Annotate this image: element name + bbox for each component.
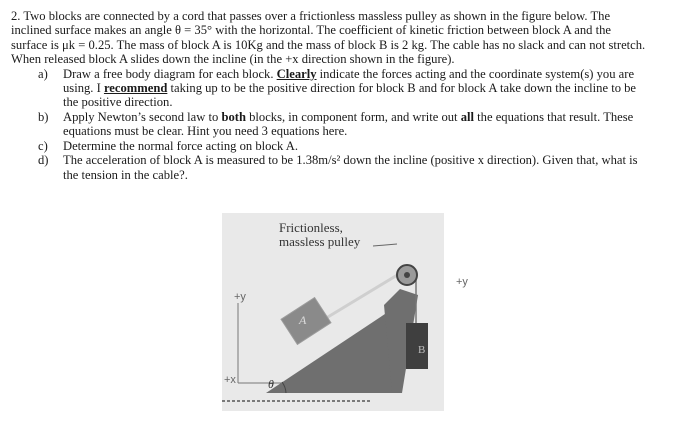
part-a-emphasis-recommend: recommend xyxy=(103,81,168,95)
part-a-marker: a) xyxy=(38,67,48,81)
angle-label: θ xyxy=(268,377,274,391)
left-y-axis-label: +y xyxy=(234,291,246,303)
part-c-marker: c) xyxy=(38,139,48,153)
part-a-line-3: the positive direction. xyxy=(63,95,173,109)
part-b-line-1-post: the equations that result. These xyxy=(474,110,634,124)
part-b-emphasis-all: all xyxy=(460,110,475,124)
pulley-label-line-1: Frictionless, xyxy=(279,220,343,235)
problem-intro-line-3: surface is μk = 0.25. The mass of block A is 10Kg and the mass of block B is 2 kg. The cable has no slack and can not stretch. xyxy=(11,38,646,52)
part-c-line-1: Determine the normal force acting on block A. xyxy=(63,139,299,153)
block-b-label: B xyxy=(418,344,426,356)
part-b-marker: b) xyxy=(38,110,49,124)
problem-intro-line-4: When released block A slides down the incline (in the +x direction shown in the figure). xyxy=(11,52,455,66)
pulley-label-line-2: massless pulley xyxy=(279,234,361,249)
part-d-line-2: the tension in the cable?. xyxy=(63,168,188,182)
part-b-line-1 xyxy=(63,110,633,124)
part-a-line-2 xyxy=(63,81,636,95)
part-a-emphasis-clearly: Clearly xyxy=(276,67,317,81)
right-y-axis-label: +y xyxy=(456,276,468,288)
part-a-line-1-pre: Draw a free body diagram for each block. xyxy=(63,67,277,81)
pulley-axle xyxy=(404,272,410,278)
part-a-line-1 xyxy=(63,67,634,81)
part-b-emphasis-both: both xyxy=(221,110,246,124)
problem-intro-line-1: 2. Two blocks are connected by a cord that passes over a frictionless massless pulley as shown in the figure below. The xyxy=(11,9,611,23)
problem-intro-line-2: inclined surface makes an angle θ = 35° with the horizontal. The coefficient of kinetic friction between block A and the xyxy=(11,23,611,37)
part-d-marker: d) xyxy=(38,153,49,167)
part-a-line-2-pre: using. I xyxy=(63,81,104,95)
part-b-line-2: equations must be clear. Hint you need 3 equations here. xyxy=(63,124,348,138)
part-b-line-1-mid: blocks, in component form, and write out xyxy=(245,110,461,124)
left-x-axis-label: +x xyxy=(224,374,236,386)
block-a-label: A xyxy=(299,313,307,327)
part-a-line-2-post: taking up to be the positive direction for block B and for block A take down the incline to be xyxy=(167,81,637,95)
part-b-line-1-pre: Apply Newton’s second law to xyxy=(63,110,222,124)
incline-pulley-figure xyxy=(222,213,468,411)
part-d-line-1: The acceleration of block A is measured to be 1.38m/s² down the incline (positive x direction). Given that, what is xyxy=(63,153,638,167)
part-a-line-1-post: indicate the forces acting and the coordinate system(s) you are xyxy=(316,67,635,81)
